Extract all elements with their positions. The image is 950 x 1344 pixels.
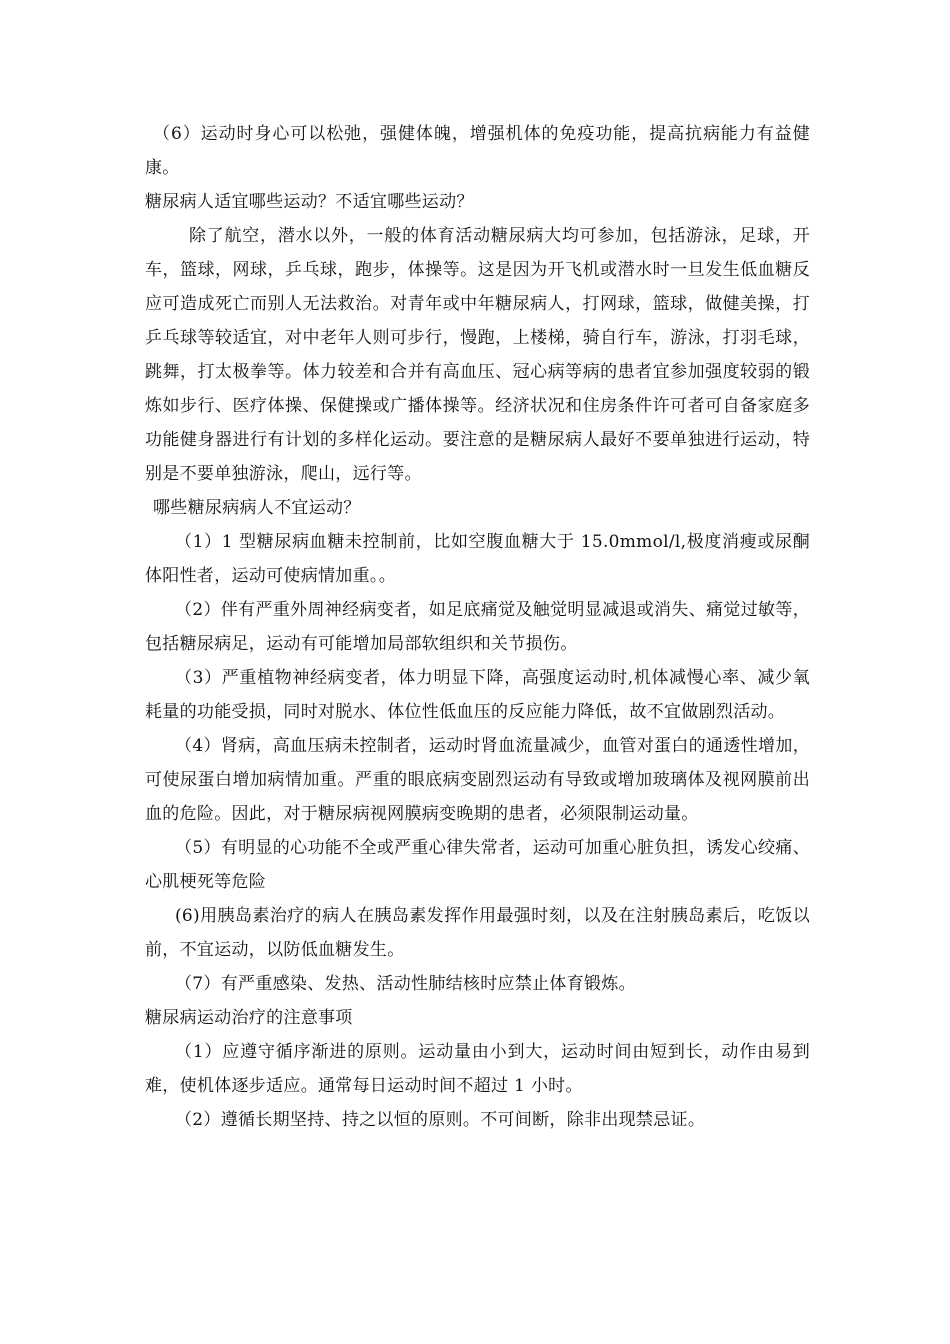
paragraph-contraindication-5: （5）有明显的心功能不全或严重心律失常者，运动可加重心脏负担，诱发心绞痛、心肌梗死等危险	[145, 838, 810, 892]
paragraph-precaution-2: （2）遵循长期坚持、持之以恒的原则。不可间断，除非出现禁忌证。	[175, 1110, 706, 1130]
heading-precautions: 糖尿病运动治疗的注意事项	[145, 1008, 353, 1028]
heading-suitable-exercises: 糖尿病人适宜哪些运动？不适宜哪些运动？	[145, 192, 474, 212]
paragraph-exercise-benefit-6: （6）运动时身心可以松弛，强健体魄，增强机体的免疫功能，提高抗病能力有益健康。	[145, 124, 810, 178]
paragraph-contraindication-6: (6)用胰岛素治疗的病人在胰岛素发挥作用最强时刻，以及在注射胰岛素后，吃饭以前，不宜运动，以防低血糖发生。	[145, 906, 810, 960]
heading-unsuitable-patients: 哪些糖尿病病人不宜运动？	[153, 498, 361, 518]
paragraph-contraindication-3: （3）严重植物神经病变者，体力明显下降，高强度运动时,机体减慢心率、减少氧耗量的功能受损，同时对脱水、体位性低血压的反应能力降低，故不宜做剧烈活动。	[145, 668, 810, 722]
paragraph-precaution-1: （1）应遵守循序渐进的原则。运动量由小到大，运动时间由短到长，动作由易到难，使机体逐步适应。通常每日运动时间不超过 1 小时。	[145, 1042, 810, 1096]
paragraph-contraindication-2: （2）伴有严重外周神经病变者，如足底痛觉及触觉明显减退或消失、痛觉过敏等，包括糖尿病足，运动有可能增加局部软组织和关节损伤。	[145, 600, 810, 654]
paragraph-contraindication-1: （1）1 型糖尿病血糖未控制前，比如空腹血糖大于 15.0mmol/l,极度消瘦或尿酮体阳性者，运动可使病情加重。。	[145, 532, 810, 586]
paragraph-contraindication-4: （4）肾病，高血压病未控制者，运动时肾血流量减少，血管对蛋白的通透性增加，可使尿蛋白增加病情加重。严重的眼底病变剧烈运动有导致或增加玻璃体及视网膜前出血的危险。因此，对于糖尿病视网膜病变晚期的患者，必须限制运动量。	[145, 736, 810, 824]
paragraph-suitable-exercises: 除了航空，潜水以外，一般的体育活动糖尿病大均可参加，包括游泳，足球，开车，篮球，网球，乒乓球，跑步，体操等。这是因为开飞机或潜水时一旦发生低血糖反应可造成死亡而别人无法救治。对青年或中年糖尿病人，打网球，篮球，做健美操，打乒乓球等较适宜，对中老年人则可步行，慢跑，上楼梯，骑自行车，游泳，打羽毛球，跳舞，打太极拳等。体力较差和合并有高血压、冠心病等病的患者宜参加强度较弱的锻炼如步行、医疗体操、保健操或广播体操等。经济状况和住房条件许可者可自备家庭多功能健身器进行有计划的多样化运动。要注意的是糖尿病人最好不要单独进行运动，特别是不要单独游泳，爬山，远行等。	[145, 226, 810, 484]
paragraph-contraindication-7: （7）有严重感染、发热、活动性肺结核时应禁止体育锻炼。	[175, 974, 636, 994]
document-page	[145, 117, 810, 1137]
